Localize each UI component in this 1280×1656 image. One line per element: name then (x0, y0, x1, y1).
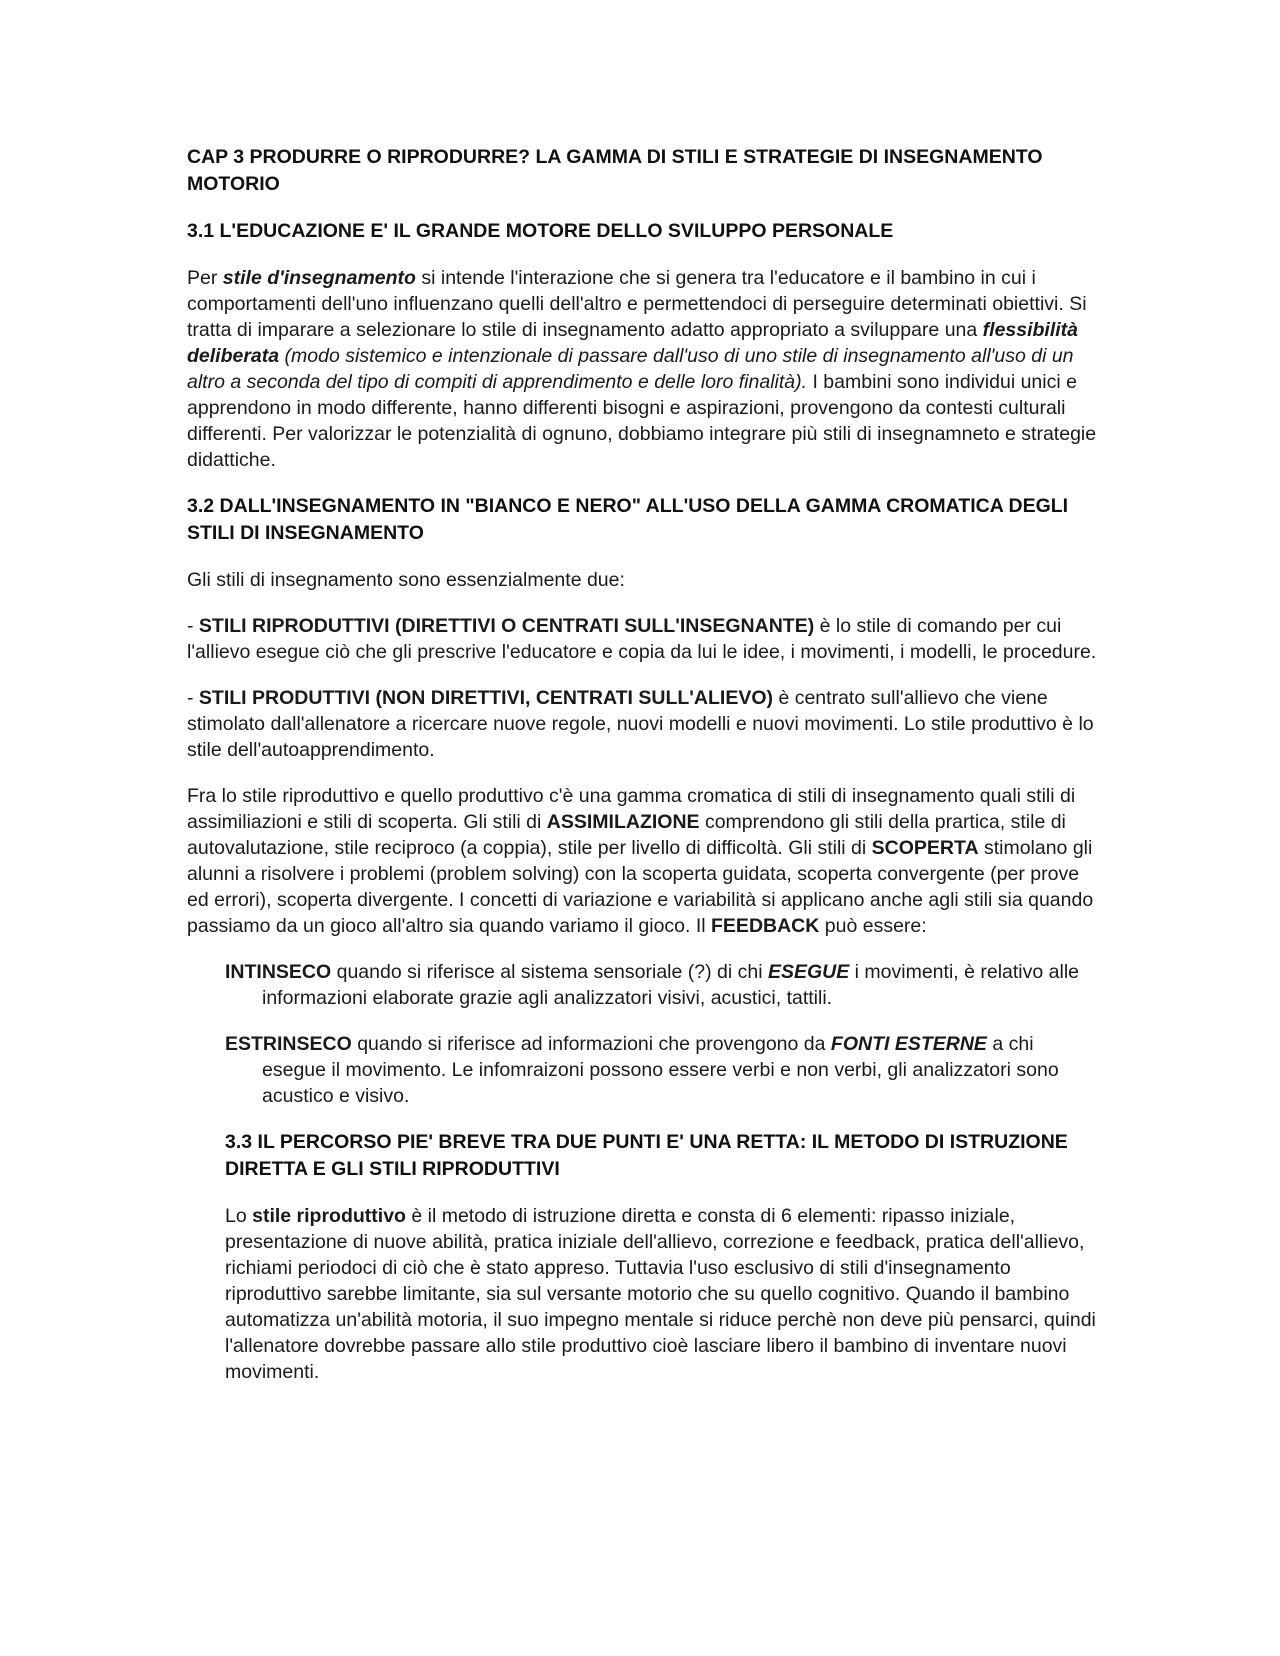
text-run: Per (187, 267, 223, 289)
text-run: a chi esegue il movimento. Le infomraizoni possono essere verbi e non verbi, gli analizzatori sono acustico e visivo. (262, 1033, 1059, 1107)
term-stili-riproduttivi: STILI RIPRODUTTIVI (DIRETTIVI O CENTRATI SULL'INSEGNANTE) (198, 615, 815, 637)
dash: - (187, 615, 199, 637)
italic-definition: (modo sistemico e intenzionale di passare dall'uso di uno stile di insegnamento all'uso di un altro a seconda del tipo di compiti di apprendimento e delle loro finalità). (187, 345, 1074, 393)
text-run: i movimenti, è relativo alle informazioni elaborate grazie agli analizzatori visivi, acustici, tattili. (262, 961, 1080, 1009)
text-run: quando si riferisce al sistema sensoriale (?) di chi (331, 961, 768, 983)
text-run: può essere: (819, 915, 927, 937)
term-flessibilita: flessibilità deliberata (187, 319, 1079, 367)
term-scoperta: SCOPERTA (871, 837, 979, 859)
text-run: quando si riferisce ad informazioni che provengono da (351, 1033, 831, 1055)
section-3-1-heading: 3.1 L'EDUCAZIONE E' IL GRANDE MOTORE DELLO SVILUPPO PERSONALE (187, 220, 894, 242)
dash: - (187, 687, 199, 709)
text-run: I bambini sono individui unici e apprendono in modo differente, hanno differenti bisogni e aspirazioni, provengono da contesti culturali differenti. Per valorizzar le potenzialità di ognuno, dobbiamo integrare più stili di insegnamneto e strategie didattiche. (187, 371, 1097, 471)
feedback-estrinseco-item (225, 1031, 1097, 1109)
section-3-1-paragraph (187, 265, 1097, 473)
text-run: si intende l'interazione che si genera tra l'educatore e il bambino in cui i comportamenti dell'uno influenzano quelli dell'altro e permettendoci di perseguire determinati obiettivi. Si tratta di imparare a selezionare lo stile di insegnamento adatto appropriato a sviluppare una (187, 267, 1087, 341)
term-intrinseco: INTINSECO (225, 961, 332, 983)
feedback-intrinseco-item (225, 959, 1097, 1011)
gamma-cromatica-paragraph (187, 783, 1097, 939)
section-3-3-heading: 3.3 IL PERCORSO PIE' BREVE TRA DUE PUNTI E' UNA RETTA: IL METODO DI ISTRUZIONE DIRETTA E GLI STILI RIPRODUTTIVI (225, 1131, 1068, 1180)
section-3-3-paragraph (225, 1203, 1097, 1385)
text-run: è centrato sull'allievo che viene stimolato dall'allenatore a ricercare nuove regole, nuovi modelli e nuovi movimenti. Lo stile produttivo è lo stile dell'autoapprendimento. (187, 687, 1094, 761)
term-esegue: ESEGUE (767, 961, 850, 983)
term-fonti-esterne: FONTI ESTERNE (830, 1033, 987, 1055)
term-estrinseco: ESTRINSECO (225, 1033, 352, 1055)
term-stile-riproduttivo: stile riproduttivo (252, 1205, 406, 1227)
stili-riproduttivi-paragraph (187, 613, 1097, 665)
chapter-title: CAP 3 PRODURRE O RIPRODURRE? LA GAMMA DI STILI E STRATEGIE DI INSEGNAMENTO MOTORIO (187, 146, 1043, 195)
section-3-2-intro: Gli stili di insegnamento sono essenzialmente due: (187, 569, 625, 591)
section-3-2-heading: 3.2 DALL'INSEGNAMENTO IN "BIANCO E NERO" ALL'USO DELLA GAMMA CROMATICA DEGLI STILI DI INSEGNAMENTO (187, 495, 1069, 544)
stili-produttivi-paragraph (187, 685, 1097, 763)
term-stile-insegnamento: stile d'insegnamento (222, 267, 416, 289)
term-stili-produttivi: STILI PRODUTTIVI (NON DIRETTIVI, CENTRATI SULL'ALIEVO) (198, 687, 774, 709)
text-run: Lo (225, 1205, 253, 1227)
text-run: è lo stile di comando per cui l'allievo esegue ciò che gli prescrive l'educatore e copia da lui le idee, i movimenti, i modelli, le procedure. (187, 615, 1097, 663)
document-page (187, 144, 1097, 1405)
text-run: comprendono gli stili della prartica, stile di autovalutazione, stile reciproco (a coppia), stile per livello di difficoltà. Gli stili di (187, 811, 1066, 859)
term-feedback: FEEDBACK (711, 915, 820, 937)
text-run: è il metodo di istruzione diretta e consta di 6 elementi: ripasso iniziale, presentazione di nuove abilità, pratica iniziale dell'allievo, correzione e feedback, pratica dell'allievo, richiami periodoci di ciò che è stato appreso. Tuttavia l'uso esclusivo di stili d'insegnamento riproduttivo sarebbe limitante, sia sul versante motorio che su quello cognitivo. Quando il bambino automatizza un'abilità motoria, il suo impegno mentale si riduce perchè non deve più pensarci, quindi l'allenatore dovrebbe passare allo stile produttivo cioè lasciare libero il bambino di inventare nuovi movimenti. (225, 1205, 1096, 1383)
term-assimilazione: ASSIMILAZIONE (546, 811, 700, 833)
text-run: stimolano gli alunni a risolvere i problemi (problem solving) con la scoperta guidata, scoperta convergente (per prove ed errori), scoperta divergente. I concetti di variazione e variabilità si applicano anche agli stili sia quando passiamo da un gioco all'altro sia quando variamo il gioco. Il (187, 837, 1094, 937)
text-run: Fra lo stile riproduttivo e quello produttivo c'è una gamma cromatica di stili di insegnamento quali stili di assimiliazioni e stili di scoperta. Gli stili di (187, 785, 1076, 833)
